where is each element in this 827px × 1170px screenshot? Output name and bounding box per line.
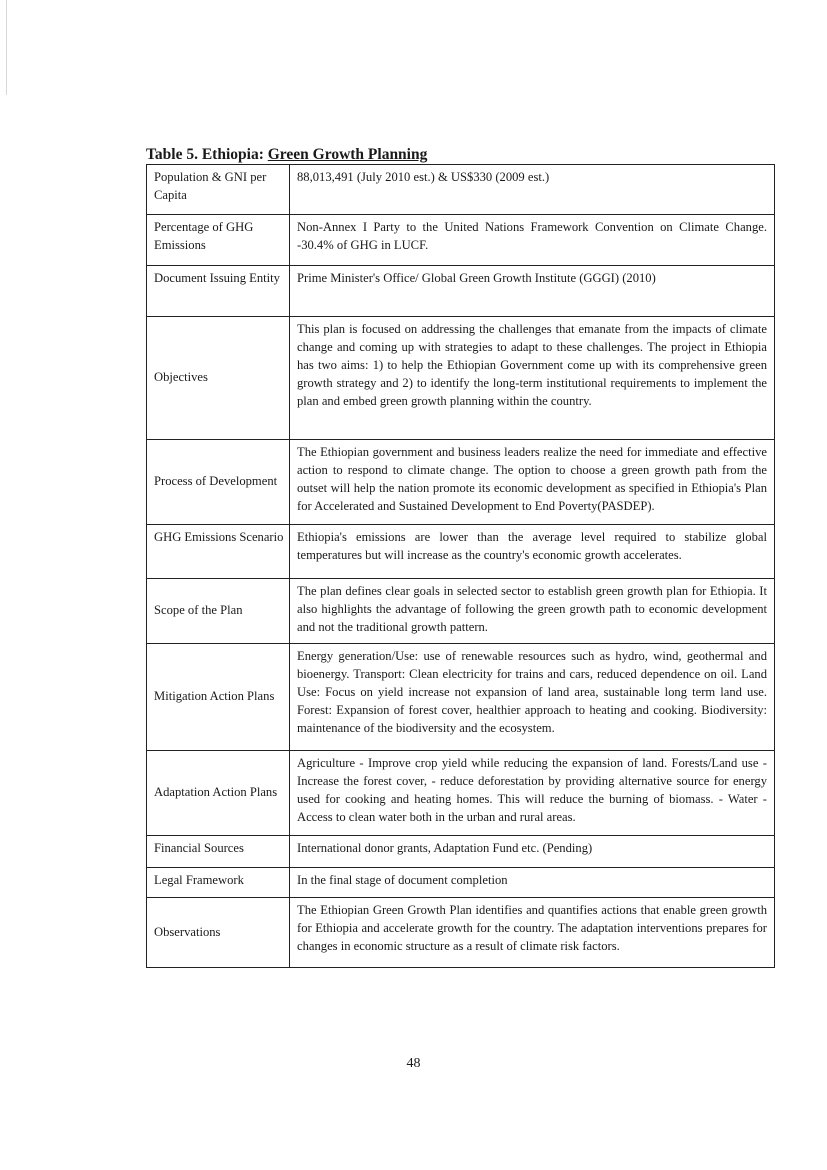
table-row — [147, 440, 775, 525]
row-value: Ethiopia's emissions are lower than the average level required to stabilize global temperatures but will increase as the country's economic growth accelerates. — [290, 525, 775, 579]
row-label: Observations — [147, 898, 290, 968]
row-label: Financial Sources — [147, 836, 290, 868]
table-row — [147, 266, 775, 317]
row-value: International donor grants, Adaptation Fund etc. (Pending) — [290, 836, 775, 868]
row-label: Percentage of GHG Emissions — [147, 215, 290, 266]
table-row — [147, 579, 775, 644]
row-value: This plan is focused on addressing the challenges that emanate from the impacts of climate change and coming up with strategies to adapt to these challenges. The project in Ethiopia has two aims: 1) to help the Ethiopian Government come up with its comprehensive green growth strategy and 2) to identify the long-term institutional requirements to implement the plan and embed green growth planning within the country. — [290, 317, 775, 440]
row-label: Population & GNI per Capita — [147, 165, 290, 215]
row-label: Objectives — [147, 317, 290, 440]
caption-prefix: Table 5. Ethiopia: — [146, 146, 268, 163]
table-row — [147, 644, 775, 751]
row-label: Legal Framework — [147, 868, 290, 898]
row-label: Process of Development — [147, 440, 290, 525]
green-growth-table — [146, 164, 775, 968]
row-label: GHG Emissions Scenario — [147, 525, 290, 579]
row-value: Agriculture - Improve crop yield while reducing the expansion of land. Forests/Land use - Increase the forest cover, - reduce deforestation by providing alternative source for energy used for cooking and heating homes. This will reduce the burning of biomass. - Water - Access to clean water both in the urban and rural areas. — [290, 751, 775, 836]
row-value: Energy generation/Use: use of renewable resources such as hydro, wind, geothermal and bioenergy. Transport: Clean electricity for trains and cars, reduced dependence on oil. Land Use: Focus on yield increase not expansion of land area, sustainable long term land use. Forest: Expansion of forest cover, healthier approach to heating and cooking. Biodiversity: maintenance of the biodiversity and the ecosystem. — [290, 644, 775, 751]
table-row — [147, 215, 775, 266]
row-value: The plan defines clear goals in selected sector to establish green growth plan for Ethiopia. It also highlights the advantage of following the green growth path to economic development and not the traditional growth pattern. — [290, 579, 775, 644]
row-value: 88,013,491 (July 2010 est.) & US$330 (2009 est.) — [290, 165, 775, 215]
caption-title: Green Growth Planning — [267, 146, 428, 163]
row-label: Adaptation Action Plans — [147, 751, 290, 836]
row-value: Prime Minister's Office/ Global Green Growth Institute (GGGI) (2010) — [290, 266, 775, 317]
row-value: The Ethiopian government and business leaders realize the need for immediate and effective action to respond to climate change. The option to choose a green growth path from the outset will help the nation promote its economic development as specified in Ethiopia's Plan for Accelerated and Sustained Development to End Poverty(PASDEP). — [290, 440, 775, 525]
table-row — [147, 898, 775, 968]
table-row — [147, 317, 775, 440]
table-caption — [146, 146, 427, 164]
row-value: In the final stage of document completion — [290, 868, 775, 898]
scan-edge-line — [6, 0, 7, 95]
table-row — [147, 868, 775, 898]
table-row — [147, 165, 775, 215]
row-value: The Ethiopian Green Growth Plan identifies and quantifies actions that enable green growth for Ethiopia and accelerate growth for the country. The adaptation interventions prepares for changes in economic structure as a result of climate risk factors. — [290, 898, 775, 968]
table-row — [147, 836, 775, 868]
row-value: Non-Annex I Party to the United Nations Framework Convention on Climate Change. -30.4% of GHG in LUCF. — [290, 215, 775, 266]
page-number: 48 — [406, 1056, 421, 1071]
table-row — [147, 525, 775, 579]
row-label: Document Issuing Entity — [147, 266, 290, 317]
table-row — [147, 751, 775, 836]
row-label: Scope of the Plan — [147, 579, 290, 644]
row-label: Mitigation Action Plans — [147, 644, 290, 751]
